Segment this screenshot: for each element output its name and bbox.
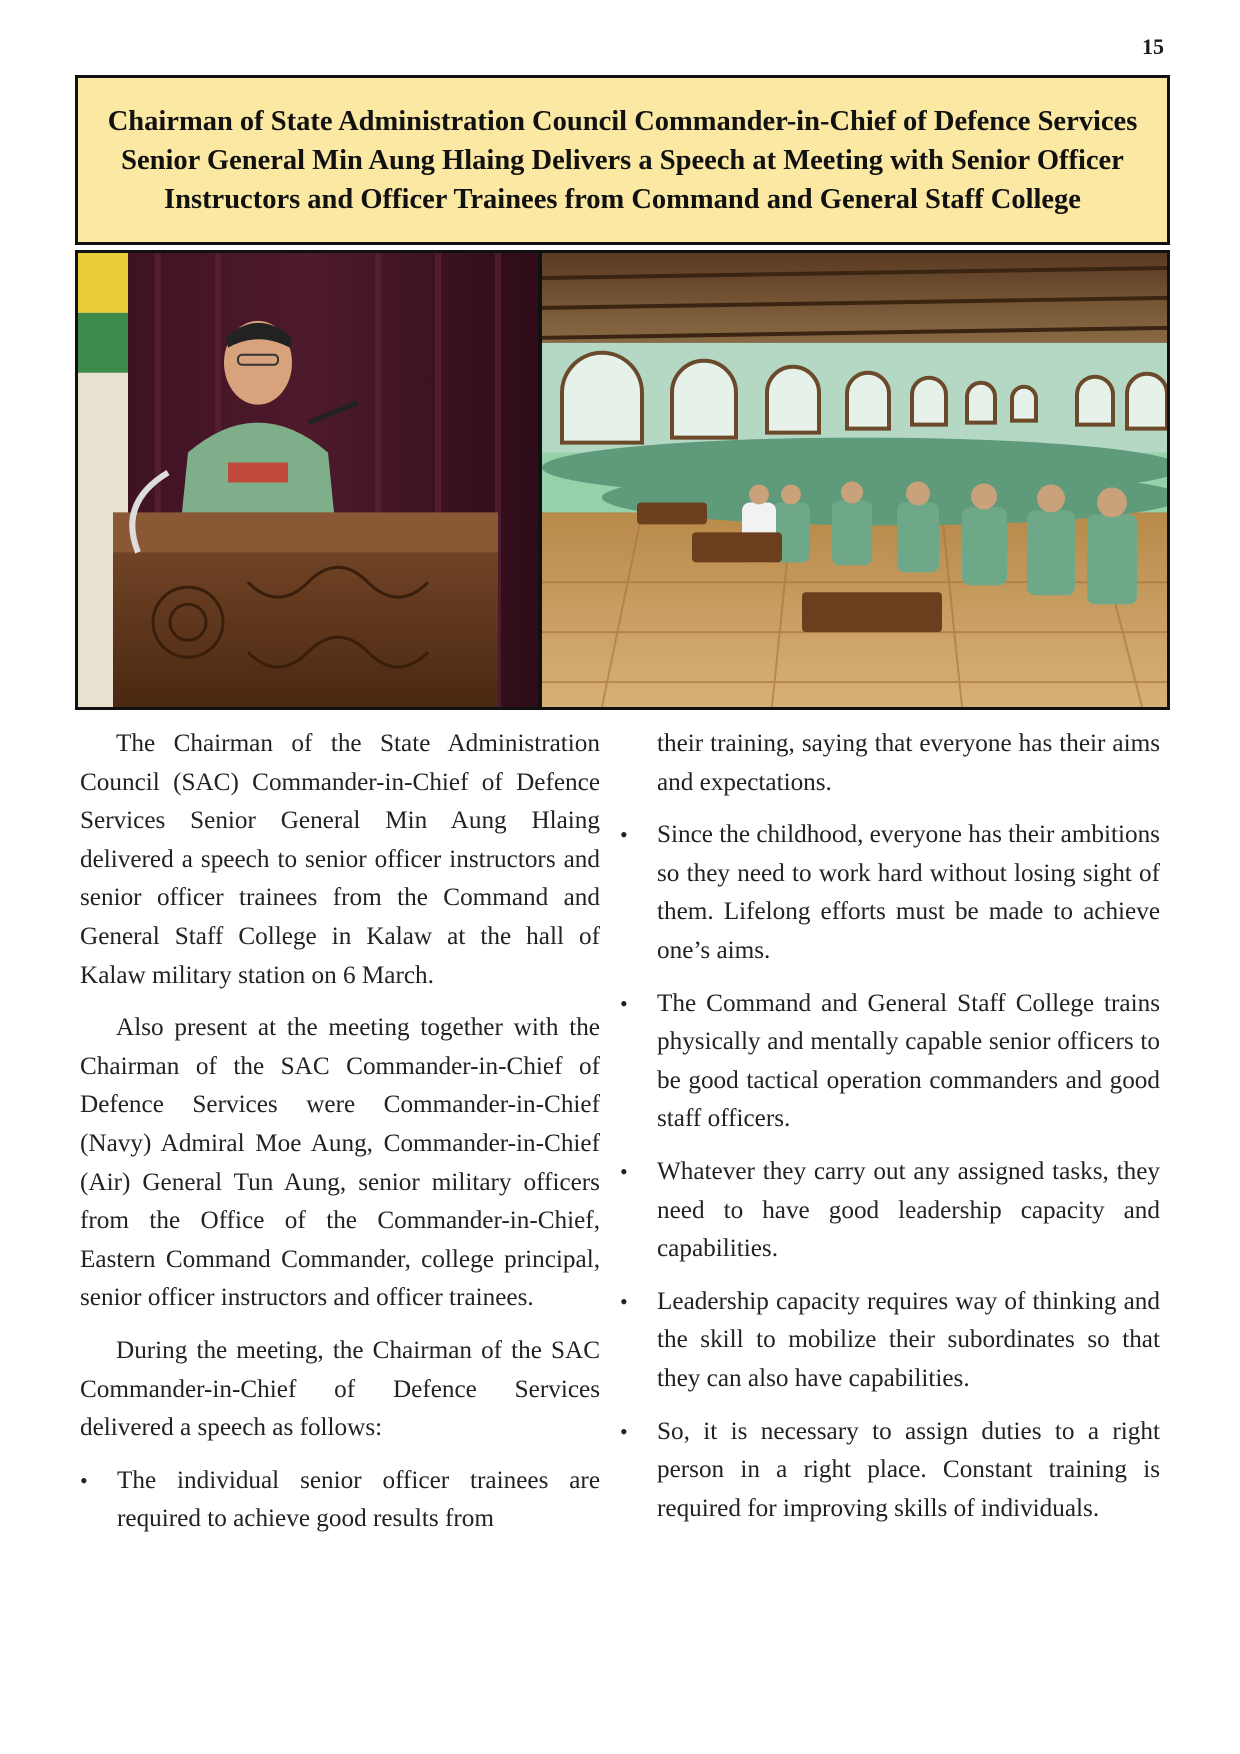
- photo-frame: [75, 250, 1170, 710]
- audience-hall-photo: [542, 253, 1167, 707]
- article-title: Chairman of State Administration Council Commander-in-Chief of Defence Services Senior General Min Aung Hlaing Delivers a Speech at Meeting with Senior Officer Instructors and Officer Trainees from Command and General Staff College: [107, 105, 1138, 215]
- paragraph-3: During the meeting, the Chairman of the SAC Commander-in-Chief of Defence Services delivered a speech as follows:: [80, 1336, 600, 1442]
- bullet-list-right: [620, 816, 1160, 1528]
- speaker-at-podium-photo: [78, 253, 538, 707]
- bullet-item-6: • So, it is necessary to assign duties to a right person in a right place. Constant training is required for improving skills of individuals.: [620, 1413, 1160, 1529]
- bullet-list-left: [80, 1462, 600, 1539]
- page-number: 15: [1142, 34, 1164, 59]
- title-box: [75, 75, 1170, 245]
- bullet-item-2: • Since the childhood, everyone has their ambitions so they need to work hard without losing sight of them. Lifelong efforts must be made to achieve one’s aims.: [620, 816, 1160, 970]
- paragraph-1: The Chairman of the State Administration Council (SAC) Commander-in-Chief of Defence Services Senior General Min Aung Hlaing delivered a speech to senior officer instructors and senior officer trainees from the Command and General Staff College in Kalaw at the hall of Kalaw military station on 6 March.: [80, 730, 600, 989]
- bullet-item-4: • Whatever they carry out any assigned tasks, they need to have good leadership capacity and capabilities.: [620, 1153, 1160, 1269]
- right-column: [620, 725, 1160, 1542]
- bullet-item-1-end: their training, saying that everyone has their aims and expectations.: [657, 730, 1160, 796]
- bullet-item-3: • The Command and General Staff College trains physically and mentally capable senior officers to be good tactical operation commanders and good staff officers.: [620, 985, 1160, 1139]
- speaker-photo: [78, 253, 538, 707]
- bullet-item-5: • Leadership capacity requires way of thinking and the skill to mobilize their subordinates so that they can also have capabilities.: [620, 1283, 1160, 1399]
- paragraph-2: Also present at the meeting together with the Chairman of the SAC Commander-in-Chief of Defence Services were Commander-in-Chief (Navy) Admiral Moe Aung, Commander-in-Chief (Air) General Tun Aung, senior military officers from the Office of the Commander-in-Chief, Eastern Command Commander, college principal, senior officer instructors and officer trainees.: [80, 1014, 600, 1312]
- audience-photo: [542, 253, 1167, 707]
- bullet-item-1-start: • The individual senior officer trainees are required to achieve good results from: [80, 1462, 600, 1539]
- left-column: [80, 725, 600, 1553]
